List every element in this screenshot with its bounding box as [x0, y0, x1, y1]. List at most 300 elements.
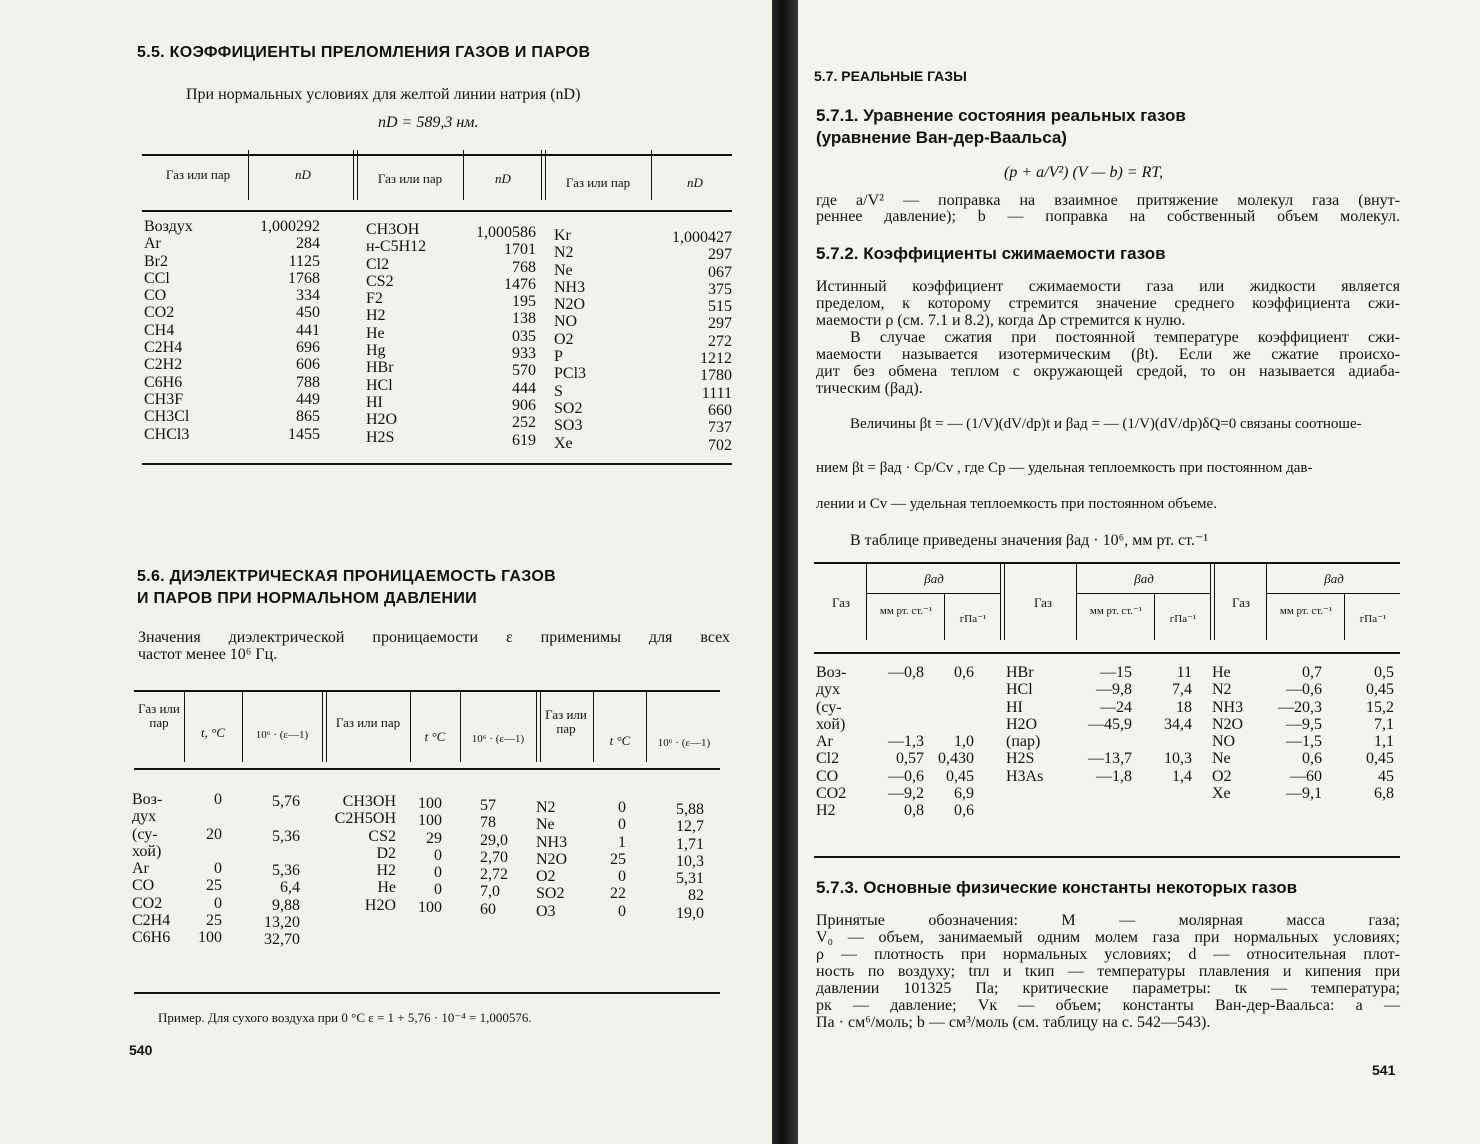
table-cell: CH3OH: [366, 221, 420, 238]
table-cell: D2: [376, 844, 396, 862]
table-cell: (пар): [1006, 733, 1041, 751]
table-cell: —24: [1100, 698, 1132, 716]
table-cell: N2O: [1212, 715, 1244, 733]
s56-h-t-3: t °C: [609, 733, 631, 748]
table-cell: N2O: [554, 296, 586, 314]
table-cell: 25: [206, 912, 222, 930]
s55-col3-values: [630, 229, 732, 454]
table-cell: F2: [366, 290, 383, 308]
table-cell: 0,57: [896, 750, 924, 768]
p4-line: ность по воздуху; tпл и tкип — температуры плавления и кипения при: [816, 963, 1400, 980]
s56-h-v-2: 10⁶ · (ε—1): [471, 733, 525, 745]
right-page: [798, 0, 1480, 1144]
table-cell: хой): [816, 715, 846, 733]
table-cell: 15,2: [1366, 698, 1394, 716]
table-cell: 19,0: [676, 904, 704, 922]
table-cell: 0: [434, 864, 442, 882]
table-cell: 0: [434, 881, 442, 899]
table-cell: 6,8: [1374, 785, 1394, 803]
s56-col2-t: [400, 795, 442, 916]
table-cell: Воз-: [132, 791, 163, 808]
sub-5-7-2-title: 5.7.2. Коэффициенты сжимаемости газов: [816, 244, 1166, 263]
table-cell: 12,7: [676, 818, 704, 836]
table-cell: N2: [554, 244, 574, 262]
p4-line: Принятые обозначения: M — молярная масса газа;: [816, 912, 1400, 929]
table-cell: 138: [512, 310, 536, 328]
table-cell: H3As: [1006, 767, 1044, 785]
table-cell: S: [554, 382, 563, 400]
table-cell: 1,1: [1374, 733, 1394, 751]
table-cell: Ne: [1212, 750, 1231, 768]
s56-h-t-1: t, °C: [201, 725, 225, 740]
table-intro: В таблице приведены значения βад · 10⁶, мм рт. ст.⁻¹: [850, 532, 1209, 549]
table-cell: HCl: [366, 376, 393, 394]
table-cell: SO3: [554, 417, 583, 435]
ct-col2-gases: [1006, 664, 1043, 785]
table-cell: 1476: [504, 275, 536, 293]
table-cell: 334: [296, 287, 320, 305]
ct-h-gas-3: Газ: [1231, 595, 1251, 610]
ct-h-hpa-3: гПа⁻¹: [1359, 613, 1387, 625]
table-cell: 9,88: [272, 896, 300, 914]
table-cell: 1,4: [1172, 767, 1192, 785]
table-cell: 933: [512, 345, 536, 363]
table-cell: PCl3: [554, 365, 587, 383]
table-cell: —15: [1100, 664, 1132, 681]
ct-h-beta-1: βад: [924, 571, 944, 586]
s56-h-gas-1: Газ или пар: [138, 701, 180, 730]
table-cell: H2: [366, 307, 386, 325]
sub-5-7-1-line1: 5.7.1. Уравнение состояния реальных газов: [816, 106, 1186, 125]
p1-line: маемости ρ (см. 7.1 и 8.2), когда Δp стремится к нулю.: [816, 312, 1186, 329]
table-cell: 660: [708, 401, 732, 419]
table-cell: 0: [214, 894, 222, 912]
table-cell: Ar: [816, 733, 833, 751]
header-nd-1: nD: [295, 167, 311, 182]
section-5-6-title-1: 5.6. ДИЭЛЕКТРИЧЕСКАЯ ПРОНИЦАЕМОСТЬ ГАЗОВ: [137, 568, 556, 585]
table-cell: C2H2: [144, 356, 183, 374]
section-5-5-title: 5.5. КОЭФФИЦИЕНТЫ ПРЕЛОМЛЕНИЯ ГАЗОВ И ПАРОВ: [137, 44, 591, 61]
table-cell: 11: [1176, 664, 1192, 681]
table-cell: CHCl3: [144, 425, 190, 443]
table-cell: Воз-: [816, 664, 847, 681]
table-cell: 1,0: [954, 733, 974, 751]
table-cell: [1078, 733, 1132, 750]
table-cell: Xe: [1212, 785, 1231, 803]
ct-col3-mm: [1268, 664, 1322, 802]
table-cell: 18: [1176, 698, 1192, 716]
table-cell: 297: [708, 246, 732, 264]
s56-col1-t: [186, 791, 222, 947]
table-cell: Ne: [536, 816, 555, 834]
table-cell: 25: [206, 877, 222, 895]
p4-line: V₀ — объем, занимаемый одним молем газа при нормальных условиях;: [816, 929, 1400, 946]
header-gas-1: Газ или пар: [165, 167, 231, 182]
section-5-6-title-2: И ПАРОВ ПРИ НОРМАЛЬНОМ ДАВЛЕНИИ: [137, 590, 477, 607]
table-cell: 78: [480, 814, 496, 832]
table-cell: —0,6: [1286, 681, 1322, 699]
table-cell: 100: [418, 812, 442, 830]
table-cell: CCl: [144, 269, 170, 287]
table-cell: 035: [512, 327, 536, 345]
p4-line: Па · см⁶/моль; b — см³/моль (см. таблицу на с. 542—543).: [816, 1014, 1211, 1031]
s55-formula: nD = 589,3 нм.: [378, 114, 479, 131]
table-cell: 1: [618, 833, 626, 851]
s56-col1-values: [240, 793, 300, 949]
s55-col1-gases: [144, 218, 193, 443]
s56-col3-gases: [536, 799, 567, 920]
table-cell: [186, 808, 222, 825]
vdw-text-2: реннее давление); b — поправка на собственный объем молекул.: [816, 208, 1400, 225]
table-cell: 57: [480, 797, 496, 814]
table-cell: 1,000292: [260, 218, 320, 235]
table-cell: CS2: [368, 827, 396, 845]
table-cell: —60: [1290, 767, 1322, 785]
table-cell: 6,9: [954, 785, 974, 803]
table-cell: 7,4: [1172, 681, 1192, 699]
table-cell: [240, 810, 300, 827]
sub-5-7-3-title: 5.7.3. Основные физические константы некоторых газов: [816, 878, 1298, 897]
table-cell: C6H6: [144, 373, 183, 391]
table-cell: 1,000427: [672, 229, 732, 246]
table-cell: N2: [1212, 681, 1232, 699]
table-cell: C6H6: [132, 929, 171, 947]
table-cell: —13,7: [1088, 750, 1132, 768]
page-number-left: 540: [129, 1042, 153, 1058]
table-cell: 100: [418, 898, 442, 916]
s56-col2-gases: [318, 793, 396, 914]
table-cell: 5,76: [272, 793, 300, 810]
table-cell: дух: [132, 808, 157, 826]
table-cell: —20,3: [1278, 698, 1322, 716]
table-cell: 0,8: [904, 802, 924, 820]
table-cell: NH3: [536, 833, 568, 851]
table-cell: 5,31: [676, 870, 704, 888]
table-cell: [938, 699, 974, 716]
table-cell: Kr: [554, 227, 571, 244]
s56-example: Пример. Для сухого воздуха при 0 °C ε = 1 + 5,76 · 10⁻⁴ = 1,000576.: [158, 1010, 532, 1025]
table-cell: 0: [214, 860, 222, 878]
book-gutter: [772, 0, 798, 1144]
table-cell: CO2: [132, 894, 163, 912]
table-cell: 619: [512, 431, 536, 449]
table-cell: H2O: [366, 411, 398, 429]
table-cell: P: [554, 348, 563, 366]
table-cell: 1,71: [676, 835, 704, 853]
table-cell: н-C5H12: [366, 238, 427, 256]
ct-h-gas-1: Газ: [831, 595, 851, 610]
table-cell: 441: [296, 321, 320, 339]
table-cell: 10,3: [676, 852, 704, 870]
table-cell: CO: [144, 287, 167, 305]
table-cell: 100: [418, 795, 442, 812]
table-cell: 29: [426, 829, 442, 847]
table-cell: NO: [554, 313, 578, 331]
table-cell: 0,45: [946, 767, 974, 785]
s55-col3-gases: [554, 227, 586, 452]
table-cell: (су-: [816, 698, 842, 716]
table-cell: 272: [708, 332, 732, 350]
ct-h-hpa-1: гПа⁻¹: [959, 613, 987, 625]
section-5-7-title: 5.7. РЕАЛЬНЫЕ ГАЗЫ: [814, 68, 967, 84]
p2-line: маемости называется изотермическим (βt). Если же сжатие происхо-: [816, 346, 1400, 363]
table-cell: [1154, 733, 1192, 750]
s56-col1-gases: [132, 791, 170, 947]
s55-col2-values: [440, 224, 536, 449]
ct-h-gas-2: Газ: [1033, 595, 1053, 610]
table-cell: [938, 681, 974, 698]
table-cell: 297: [708, 315, 732, 333]
table-cell: 25: [610, 850, 626, 868]
table-cell: CS2: [366, 272, 394, 290]
s56-col3-t: [596, 799, 626, 920]
table-cell: NH3: [1212, 698, 1244, 716]
table-cell: [868, 681, 924, 698]
table-cell: 252: [512, 414, 536, 432]
table-cell: 0: [214, 791, 222, 808]
vdw-formula: (p + a/V²) (V — b) = RT,: [1004, 164, 1164, 181]
table-cell: (су-: [132, 825, 158, 843]
table-cell: 7,0: [480, 883, 500, 901]
table-cell: 60: [480, 900, 496, 918]
table-cell: 0: [434, 846, 442, 864]
s55-col1-values: [240, 218, 320, 443]
table-cell: 1701: [504, 241, 536, 259]
table-cell: хой): [132, 842, 162, 860]
table-cell: 737: [708, 419, 732, 437]
s56-intro-1: Значения диэлектрической проницаемости ε применимы для всех: [138, 629, 730, 646]
table-cell: N2O: [536, 850, 568, 868]
table-cell: Ar: [132, 860, 149, 878]
table-cell: 29,0: [480, 831, 508, 849]
table-cell: 5,88: [676, 801, 704, 818]
table-cell: 1768: [288, 269, 320, 287]
table-cell: CO: [132, 877, 155, 895]
table-cell: H2O: [364, 896, 396, 914]
s56-h-gas-3: Газ или пар: [545, 707, 587, 736]
table-cell: 82: [688, 887, 704, 905]
table-cell: —9,5: [1286, 715, 1322, 733]
ct-h-hpa-2: гПа⁻¹: [1169, 613, 1197, 625]
table-cell: [868, 699, 924, 716]
table-cell: HBr: [1006, 664, 1034, 681]
table-cell: 5,36: [272, 862, 300, 880]
s56-h-v-1: 10⁶ · (ε—1): [255, 729, 309, 741]
page-number-right: 541: [1372, 1062, 1396, 1078]
table-cell: 1111: [701, 384, 732, 402]
table-cell: 0: [618, 868, 626, 886]
header-nd-3: nD: [687, 175, 703, 190]
table-cell: Hg: [366, 342, 386, 360]
p2-line: тическим (βад).: [816, 380, 923, 397]
table-cell: 515: [708, 298, 732, 316]
table-cell: CH3F: [144, 390, 184, 408]
table-cell: Xe: [554, 434, 573, 452]
s56-col2-values: [480, 797, 508, 918]
s56-col3-values: [640, 801, 704, 922]
table-cell: [240, 845, 300, 862]
s55-intro: При нормальных условиях для желтой линии натрия (nD): [186, 86, 581, 103]
p4-line: давлении 101325 Па; критические параметры: tк — температура;: [816, 980, 1400, 997]
table-cell: 696: [296, 339, 320, 357]
table-cell: CO2: [144, 304, 175, 322]
table-cell: 22: [610, 885, 626, 903]
ct-col2-mm: [1078, 664, 1132, 785]
sub-5-7-1-line2: (уравнение Ван-дер-Ваальса): [816, 128, 1067, 147]
table-cell: 0,430: [938, 750, 974, 768]
table-cell: N2: [536, 799, 556, 816]
table-cell: SO2: [554, 399, 583, 417]
p4-line: ρ — плотность при нормальных условиях; d — относительная плот-: [816, 946, 1400, 963]
table-cell: 7,1: [1374, 715, 1394, 733]
table-cell: —9,2: [888, 785, 924, 803]
beta-relation-2: лении и Cv — удельная теплоемкость при постоянном объеме.: [816, 496, 1217, 512]
table-cell: дух: [816, 681, 841, 699]
table-cell: —1,3: [888, 733, 924, 751]
p1-line: пределом, к которому стремится значение среднего коэффициента сжи-: [816, 295, 1400, 312]
table-cell: C2H4: [144, 339, 183, 357]
ct-h-mm-1: мм рт. ст.⁻¹: [879, 605, 933, 617]
table-cell: 788: [296, 373, 320, 391]
table-cell: 0,45: [1366, 750, 1394, 768]
table-cell: He: [377, 879, 396, 897]
table-cell: 0,6: [954, 802, 974, 820]
table-cell: 284: [296, 235, 320, 253]
table-cell: 1212: [700, 350, 732, 368]
table-cell: 45: [1378, 767, 1394, 785]
table-cell: H2: [376, 862, 396, 880]
table-cell: HI: [366, 393, 383, 411]
table-cell: CH3Cl: [144, 408, 190, 426]
table-cell: 906: [512, 396, 536, 414]
table-cell: 865: [296, 408, 320, 426]
ct-col3-hpa: [1346, 664, 1394, 802]
table-cell: 0: [618, 902, 626, 920]
table-cell: 702: [708, 436, 732, 454]
table-cell: —0,6: [888, 767, 924, 785]
table-cell: H2O: [1006, 715, 1038, 733]
header-nd-2: nD: [495, 171, 511, 186]
table-cell: He: [366, 324, 385, 342]
table-cell: CH4: [144, 321, 175, 339]
ct-col1-mm: [868, 664, 924, 820]
table-cell: Cl2: [366, 255, 390, 273]
table-cell: CO: [816, 767, 839, 785]
para-constants: [816, 912, 1400, 1031]
table-cell: 1,000586: [476, 224, 536, 241]
beta-formula: Величины βt = — (1/V)(dV/dp)t и βад = — (1/V)(dV/dp)δQ=0 связаны соотноше-: [850, 416, 1362, 432]
ct-col1-hpa: [938, 664, 974, 820]
table-cell: —45,9: [1088, 715, 1132, 733]
table-cell: [186, 843, 222, 860]
ct-h-mm-3: мм рт. ст.⁻¹: [1279, 605, 1333, 617]
table-cell: Воздух: [144, 218, 193, 235]
table-cell: Br2: [144, 252, 168, 270]
table-cell: 0,6: [954, 664, 974, 681]
table-cell: CO2: [816, 785, 847, 803]
ct-col3-gases: [1212, 664, 1243, 802]
ct-h-beta-2: βад: [1134, 571, 1154, 586]
table-cell: 449: [296, 390, 320, 408]
table-cell: O2: [1212, 767, 1232, 785]
table-cell: —9,1: [1286, 785, 1322, 803]
s56-h-t-2: t °C: [424, 729, 446, 744]
table-cell: 6,4: [280, 879, 300, 897]
table-cell: HCl: [1006, 681, 1033, 699]
para-compressibility: [816, 278, 1400, 397]
table-cell: O2: [554, 330, 574, 348]
s55-col2-gases: [366, 221, 426, 446]
table-cell: —1,8: [1096, 767, 1132, 785]
table-cell: 0,6: [1302, 750, 1322, 768]
p4-line: pк — давление; Vк — объем; константы Ван-дер-Ваальса: a —: [816, 997, 1400, 1014]
header-gas-3: Газ или пар: [565, 175, 631, 190]
table-cell: CH3OH: [342, 793, 396, 810]
table-cell: 067: [708, 263, 732, 281]
table-cell: 1455: [288, 425, 320, 443]
table-cell: [868, 716, 924, 733]
table-cell: 768: [512, 258, 536, 276]
p1-line: Истинный коэффициент сжимаемости газа или жидкости является: [816, 278, 1400, 295]
table-cell: NH3: [554, 278, 586, 296]
table-cell: Ne: [554, 261, 573, 279]
ct-h-beta-3: βад: [1324, 571, 1344, 586]
table-cell: —0,8: [888, 664, 924, 681]
table-cell: HI: [1006, 698, 1023, 716]
table-cell: 606: [296, 356, 320, 374]
table-cell: —1,5: [1286, 733, 1322, 751]
header-gas-2: Газ или пар: [377, 171, 443, 186]
table-cell: O3: [536, 902, 556, 920]
table-cell: 195: [512, 293, 536, 311]
table-cell: HBr: [366, 359, 394, 377]
table-cell: 1780: [700, 367, 732, 385]
table-cell: 0,5: [1374, 664, 1394, 681]
table-cell: 20: [206, 825, 222, 843]
table-cell: 570: [512, 362, 536, 380]
table-cell: SO2: [536, 885, 565, 903]
table-cell: 450: [296, 304, 320, 322]
s56-h-gas-2: Газ или пар: [335, 715, 401, 730]
ct-col2-hpa: [1154, 664, 1192, 785]
table-cell: 0,7: [1302, 664, 1322, 681]
s56-intro-2: частот менее 10⁶ Гц.: [138, 646, 278, 663]
s56-h-v-3: 10⁶ · (ε—1): [657, 737, 711, 749]
table-cell: 2,70: [480, 848, 508, 866]
p2-line: В случае сжатия при постоянной температуре коэффициент сжи-: [850, 329, 1400, 346]
table-cell: 444: [512, 379, 536, 397]
table-cell: 100: [198, 929, 222, 947]
table-cell: 1125: [288, 252, 320, 270]
table-cell: 34,4: [1164, 715, 1192, 733]
table-cell: 32,70: [264, 931, 300, 949]
table-cell: 10,3: [1164, 750, 1192, 768]
table-cell: —9,8: [1096, 681, 1132, 699]
table-cell: C2H4: [132, 912, 171, 930]
beta-relation: нием βt = βад · Cp/Cv , где Cp — удельная теплоемкость при постоянном дав-: [816, 460, 1313, 476]
ct-h-mm-2: мм рт. ст.⁻¹: [1089, 605, 1143, 617]
ct-col1-gases: [816, 664, 846, 820]
table-cell: NO: [1212, 733, 1236, 751]
table-cell: Ar: [144, 235, 161, 253]
table-cell: Cl2: [816, 750, 840, 768]
table-cell: O2: [536, 868, 556, 886]
p2-line: дит без обмена теплом с окружающей средой, то он называется адиаба-: [816, 363, 1400, 380]
table-cell: C2H5OH: [334, 810, 396, 828]
table-cell: 2,72: [480, 866, 508, 884]
table-cell: 0,45: [1366, 681, 1394, 699]
table-cell: 0: [618, 799, 626, 816]
